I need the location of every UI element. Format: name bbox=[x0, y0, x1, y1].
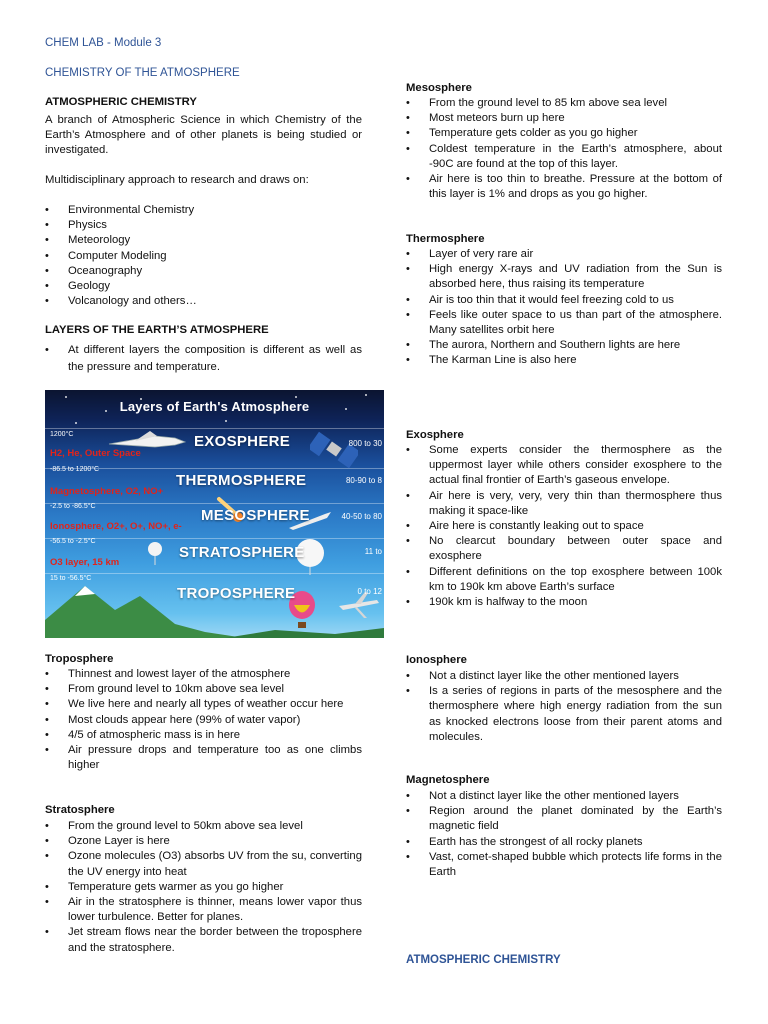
troposphere-heading: Troposphere bbox=[45, 653, 114, 665]
list-item: • Earth has the strongest of all rocky planets bbox=[406, 835, 722, 850]
list-item: • Air is too thin that it would feel freezing cold to us bbox=[406, 293, 722, 308]
list-item: • Temperature gets colder as you go higher bbox=[406, 126, 722, 141]
list-item: • Is a series of regions in parts of the mesosphere and the thermosphere where high energy radiation from the sun as knocked electrons loose from their parent atoms and molecules. bbox=[406, 684, 722, 745]
temperature-label: 1200°C bbox=[50, 431, 74, 438]
fields-list bbox=[45, 203, 362, 309]
list-item: • Most clouds appear here (99% of water vapor) bbox=[45, 713, 362, 728]
temperature-label: -56.5 to -2.5°C bbox=[50, 538, 96, 545]
list-item: • Meteorology bbox=[45, 233, 362, 248]
composition-label: H2, He, Outer Space bbox=[50, 448, 141, 459]
satellite-icon bbox=[310, 430, 358, 470]
mesosphere-heading: Mesosphere bbox=[406, 82, 472, 94]
list-item: • Layer of very rare air bbox=[406, 247, 722, 262]
magnetosphere-list bbox=[406, 789, 722, 880]
list-item: • Feels like outer space to us than part of the atmosphere. Many satellites orbit here bbox=[406, 308, 722, 338]
layer-label-thermosphere: THERMOSPHERE bbox=[176, 472, 307, 489]
altitude-label: 40-50 to 80 bbox=[341, 512, 382, 521]
exosphere-list bbox=[406, 443, 722, 610]
list-item: • Oceanography bbox=[45, 264, 362, 279]
ionosphere-heading: Ionosphere bbox=[406, 654, 467, 666]
list-item: • Environmental Chemistry bbox=[45, 203, 362, 218]
list-item: • Volcanology and others… bbox=[45, 294, 362, 309]
footer-heading: ATMOSPHERIC CHEMISTRY bbox=[406, 954, 561, 966]
list-item: • From the ground level to 50km above sea level bbox=[45, 819, 362, 834]
list-item: • Temperature gets warmer as you go higher bbox=[45, 880, 362, 895]
figure-title: Layers of Earth's Atmosphere bbox=[119, 399, 310, 414]
layer-label-exosphere: EXOSPHERE bbox=[194, 433, 291, 450]
band-divider bbox=[45, 428, 384, 429]
list-item: • Air here is very, very, very thin than thermosphere thus making it space-like bbox=[406, 489, 722, 519]
list-item: • No clearcut boundary between outer space and exosphere bbox=[406, 534, 722, 564]
altitude-label: 0 to 12 bbox=[357, 587, 382, 596]
composition-label: O3 layer, 15 km bbox=[50, 557, 120, 568]
mesosphere-list bbox=[406, 96, 722, 202]
ionosphere-list bbox=[406, 669, 722, 745]
troposphere-list bbox=[45, 667, 362, 773]
module-title: CHEM LAB - Module 3 bbox=[45, 37, 162, 49]
altitude-label: 80-90 to 8 bbox=[345, 476, 382, 485]
layers-bullet-list bbox=[45, 342, 362, 376]
list-item: • From the ground level to 85 km above sea level bbox=[406, 96, 722, 111]
section-title: CHEMISTRY OF THE ATMOSPHERE bbox=[45, 67, 240, 79]
list-item: • From ground level to 10km above sea level bbox=[45, 682, 362, 697]
list-item: • Not a distinct layer like the other mentioned layers bbox=[406, 669, 722, 684]
thermosphere-heading: Thermosphere bbox=[406, 233, 485, 245]
list-item: • Most meteors burn up here bbox=[406, 111, 722, 126]
list-item: • Air pressure drops and temperature too as one climbs higher bbox=[45, 743, 362, 773]
list-item: • Coldest temperature in the Earth’s atmosphere, about -90C are found at the top of this layer. bbox=[406, 142, 722, 172]
weather-balloon-icon bbox=[145, 540, 165, 566]
list-item: • 4/5 of atmospheric mass is in here bbox=[45, 728, 362, 743]
list-item: • Thinnest and lowest layer of the atmosphere bbox=[45, 667, 362, 682]
list-item: • Aire here is constantly leaking out to space bbox=[406, 519, 722, 534]
list-item: • We live here and nearly all types of weather occur here bbox=[45, 697, 362, 712]
layer-label-stratosphere: STRATOSPHERE bbox=[179, 544, 305, 561]
list-item: • Vast, comet-shaped bubble which protects life forms in the Earth bbox=[406, 850, 722, 880]
temperature-label: -86.5 to 1200°C bbox=[50, 466, 100, 473]
list-item: • Some experts consider the thermosphere as the uppermost layer while others consider exosphere to the actual final frontier of Earth’s gaseous envelope. bbox=[406, 443, 722, 489]
list-item: • Air here is too thin to breathe. Pressure at the bottom of this layer is 1% and drops as you go higher. bbox=[406, 172, 722, 202]
exosphere-heading: Exosphere bbox=[406, 429, 464, 441]
atmosphere-layers-figure bbox=[45, 390, 384, 638]
list-item: • Physics bbox=[45, 218, 362, 233]
list-item: • Air in the stratosphere is thinner, means lower vapor thus lower turbulence. Better for planes. bbox=[45, 895, 362, 925]
list-item: • Geology bbox=[45, 279, 362, 294]
temperature-label: 15 to -56.5°C bbox=[50, 575, 92, 582]
atmospheric-chemistry-heading: ATMOSPHERIC CHEMISTRY bbox=[45, 96, 197, 108]
layer-label-mesosphere: MESOSPHERE bbox=[201, 507, 310, 524]
list-item: • Ozone molecules (O3) absorbs UV from the su, converting the UV energy into heat bbox=[45, 849, 362, 879]
list-item: • Different definitions on the top exosphere between 100k km to 190k km above Earth’s surface bbox=[406, 565, 722, 595]
band-divider bbox=[45, 573, 384, 574]
list-item: • Jet stream flows near the border between the troposphere and the stratosphere. bbox=[45, 925, 362, 955]
list-item: • 190k km is halfway to the moon bbox=[406, 595, 722, 610]
list-item: • High energy X-rays and UV radiation from the Sun is absorbed here, thus raising its temperature bbox=[406, 262, 722, 292]
layers-heading: LAYERS OF THE EARTH’S ATMOSPHERE bbox=[45, 324, 269, 336]
list-item: • The aurora, Northern and Southern lights are here bbox=[406, 338, 722, 353]
altitude-label: 11 to bbox=[364, 547, 382, 556]
list-item: • Not a distinct layer like the other mentioned layers bbox=[406, 789, 722, 804]
thermosphere-list bbox=[406, 247, 722, 369]
list-item: • Computer Modeling bbox=[45, 249, 362, 264]
stratosphere-list bbox=[45, 819, 362, 956]
magnetosphere-heading: Magnetosphere bbox=[406, 774, 490, 786]
list-item: • Ozone Layer is here bbox=[45, 834, 362, 849]
stratosphere-heading: Stratosphere bbox=[45, 804, 115, 816]
multidisciplinary-paragraph: Multidisciplinary approach to research and draws on: bbox=[45, 174, 309, 186]
atmospheric-chemistry-paragraph: A branch of Atmospheric Science in which Chemistry of the Earth’s Atmosphere and of other planets is being studied or investigated. bbox=[45, 114, 362, 157]
temperature-label: -2.5 to -86.5°C bbox=[50, 503, 96, 510]
layer-label-troposphere: TROPOSPHERE bbox=[177, 585, 296, 602]
composition-label: Ionosphere, O2+, O+, NO+, e- bbox=[50, 521, 182, 532]
list-item: • Region around the planet dominated by the Earth’s magnetic field bbox=[406, 804, 722, 834]
altitude-label: 800 to 30 bbox=[348, 439, 382, 448]
list-item: • At different layers the composition is different as well as the pressure and temperature. bbox=[45, 342, 362, 376]
space-shuttle-icon bbox=[105, 428, 195, 454]
list-item: • The Karman Line is also here bbox=[406, 353, 722, 368]
composition-label: Magnetosphere, O2, NO+ bbox=[50, 486, 164, 497]
